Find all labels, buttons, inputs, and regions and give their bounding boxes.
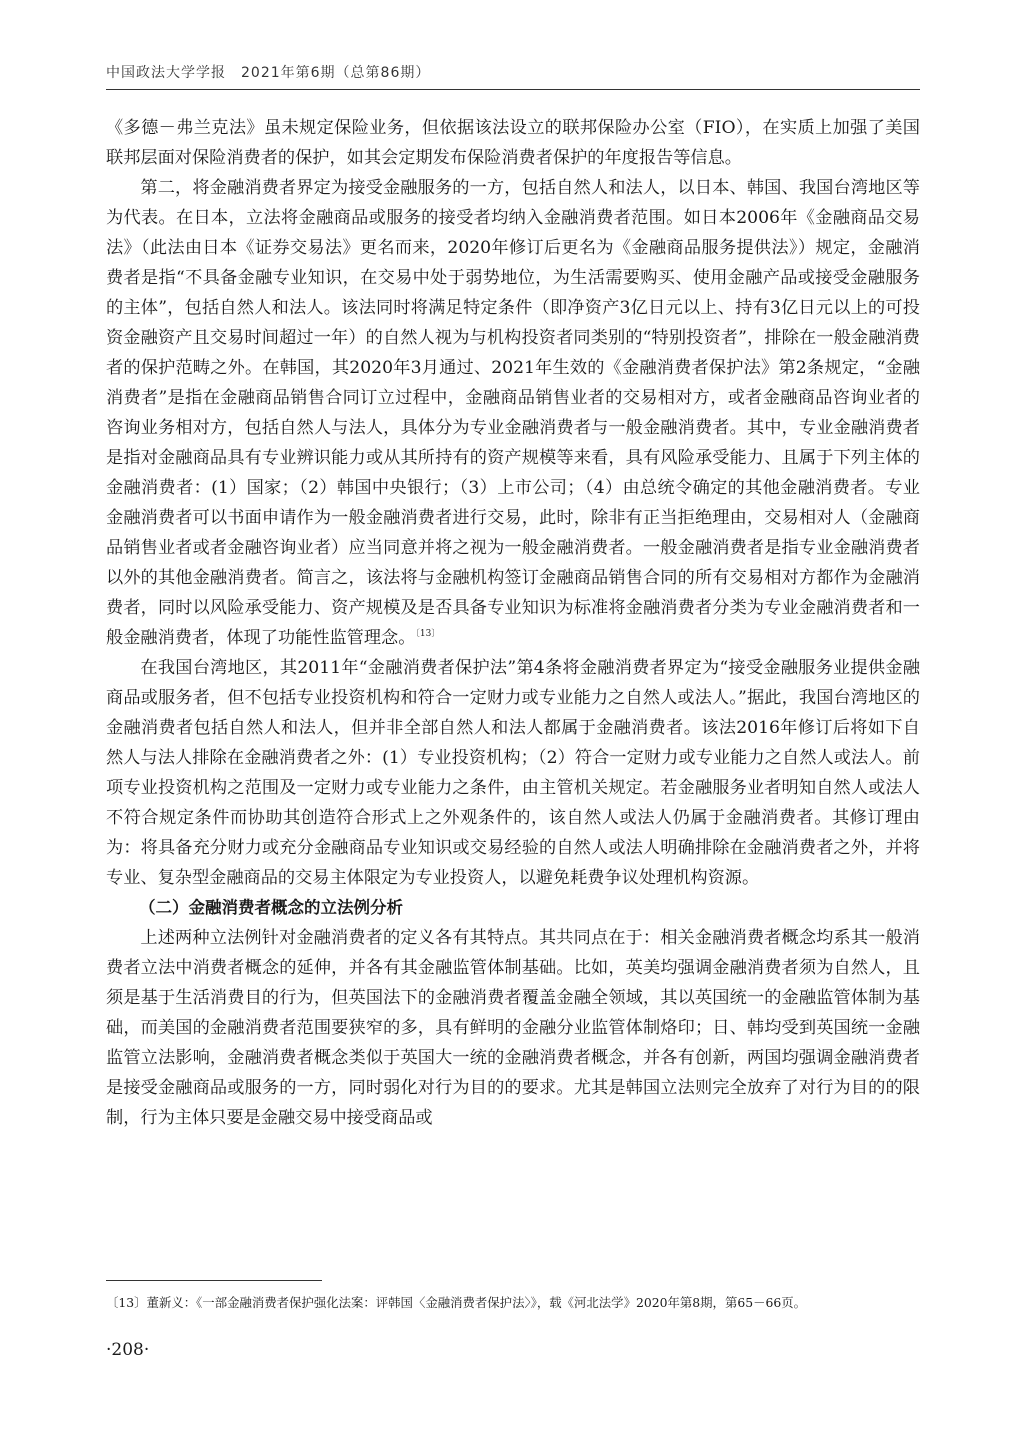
footnote-divider [106,1280,322,1281]
page-number: ·208· [106,1340,150,1360]
paragraph-second-approach [106,173,920,653]
footnote-marker[interactable]: 〔13〕 [415,629,441,639]
paragraph-continuation: 《多德－弗兰克法》虽未规定保险业务，但依据该法设立的联邦保险办公室（FIO），在实质上加强了美国联邦层面对保险消费者的保护，如其会定期发布保险消费者保护的年度报告等信息。 [106,118,920,168]
paragraph-analysis: 上述两种立法例针对金融消费者的定义各有其特点。其共同点在于：相关金融消费者概念均系其一般消费者立法中消费者概念的延伸，并各有其金融监管体制基础。比如，英美均强调金融消费者须为自然人，且须是基于生活消费目的行为，但英国法下的金融消费者覆盖金融全领域，其以英国统一的金融监管体制为基础，而美国的金融消费者范围要狭窄的多，具有鲜明的金融分业监管体制烙印；日、韩均受到英国统一金融监管立法影响，金融消费者概念类似于英国大一统的金融消费者概念，并各有创新，两国均强调金融消费者是接受金融商品或服务的一方，同时弱化对行为目的的要求。尤其是韩国立法则完全放弃了对行为目的的限制，行为主体只要是金融交易中接受商品或 [106,928,920,1128]
article-body [106,113,920,1133]
paragraph-text: 第二，将金融消费者界定为接受金融服务的一方，包括自然人和法人，以日本、韩国、我国台湾地区等为代表。在日本，立法将金融商品或服务的接受者均纳入金融消费者范围。如日本2006年《金融商品交易法》（此法由日本《证券交易法》更名而来，2020年修订后更名为《金融商品服务提供法》）规定，金融消费者是指“不具备金融专业知识，在交易中处于弱势地位，为生活需要购买、使用金融产品或接受金融服务的主体”，包括自然人和法人。该法同时将满足特定条件（即净资产3亿日元以上、持有3亿日元以上的可投资金融资产且交易时间超过一年）的自然人视为与机构投资者同类别的“特别投资者”，排除在一般金融消费者的保护范畴之外。在韩国，其2020年3月通过、2021年生效的《金融消费者保护法》第2条规定，“金融消费者”是指在金融商品销售合同订立过程中，金融商品销售业者的交易相对方，或者金融商品咨询业者的咨询业务相对方，包括自然人与法人，具体分为专业金融消费者与一般金融消费者。其中，专业金融消费者是指对金融商品具有专业辨识能力或从其所持有的资产规模等来看，具有风险承受能力、且属于下列主体的金融消费者：(1）国家；（2）韩国中央银行；（3）上市公司；（4）由总统令确定的其他金融消费者。专业金融消费者可以书面申请作为一般金融消费者进行交易，此时，除非有正当拒绝理由，交易相对人（金融商品销售业者或者金融咨询业者）应当同意并将之视为一般金融消费者。一般金融消费者是指专业金融消费者以外的其他金融消费者。简言之，该法将与金融机构签订金融商品销售合同的所有交易相对方都作为金融消费者，同时以风险承受能力、资产规模及是否具备专业知识为标准将金融消费者分类为专业金融消费者和一般金融消费者，体现了功能性监管理念。 [106,178,920,648]
header-divider [106,89,920,90]
footnote: 〔13〕董新义：《一部金融消费者保护强化法案：评韩国〈金融消费者保护法〉》，载《河北法学》2020年第8期，第65－66页。 [106,1295,807,1310]
paragraph-taiwan: 在我国台湾地区，其2011年“金融消费者保护法”第4条将金融消费者界定为“接受金融服务业提供金融商品或服务者，但不包括专业投资机构和符合一定财力或专业能力之自然人或法人。”据此，我国台湾地区的金融消费者包括自然人和法人，但并非全部自然人和法人都属于金融消费者。该法2016年修订后将如下自然人与法人排除在金融消费者之外：(1）专业投资机构；（2）符合一定财力或专业能力之自然人或法人。前项专业投资机构之范围及一定财力或专业能力之条件，由主管机关规定。若金融服务业者明知自然人或法人不符合规定条件而协助其创造符合形式上之外观条件的，该自然人或法人仍属于金融消费者。其修订理由为：将具备充分财力或充分金融商品专业知识或交易经验的自然人或法人明确排除在金融消费者之外，并将专业、复杂型金融商品的交易主体限定为专业投资人，以避免耗费争议处理机构资源。 [106,658,920,888]
running-header: 中国政法大学学报 2021年第6期（总第86期） [106,65,431,81]
section-subheading: （二）金融消费者概念的立法例分析 [139,898,403,917]
